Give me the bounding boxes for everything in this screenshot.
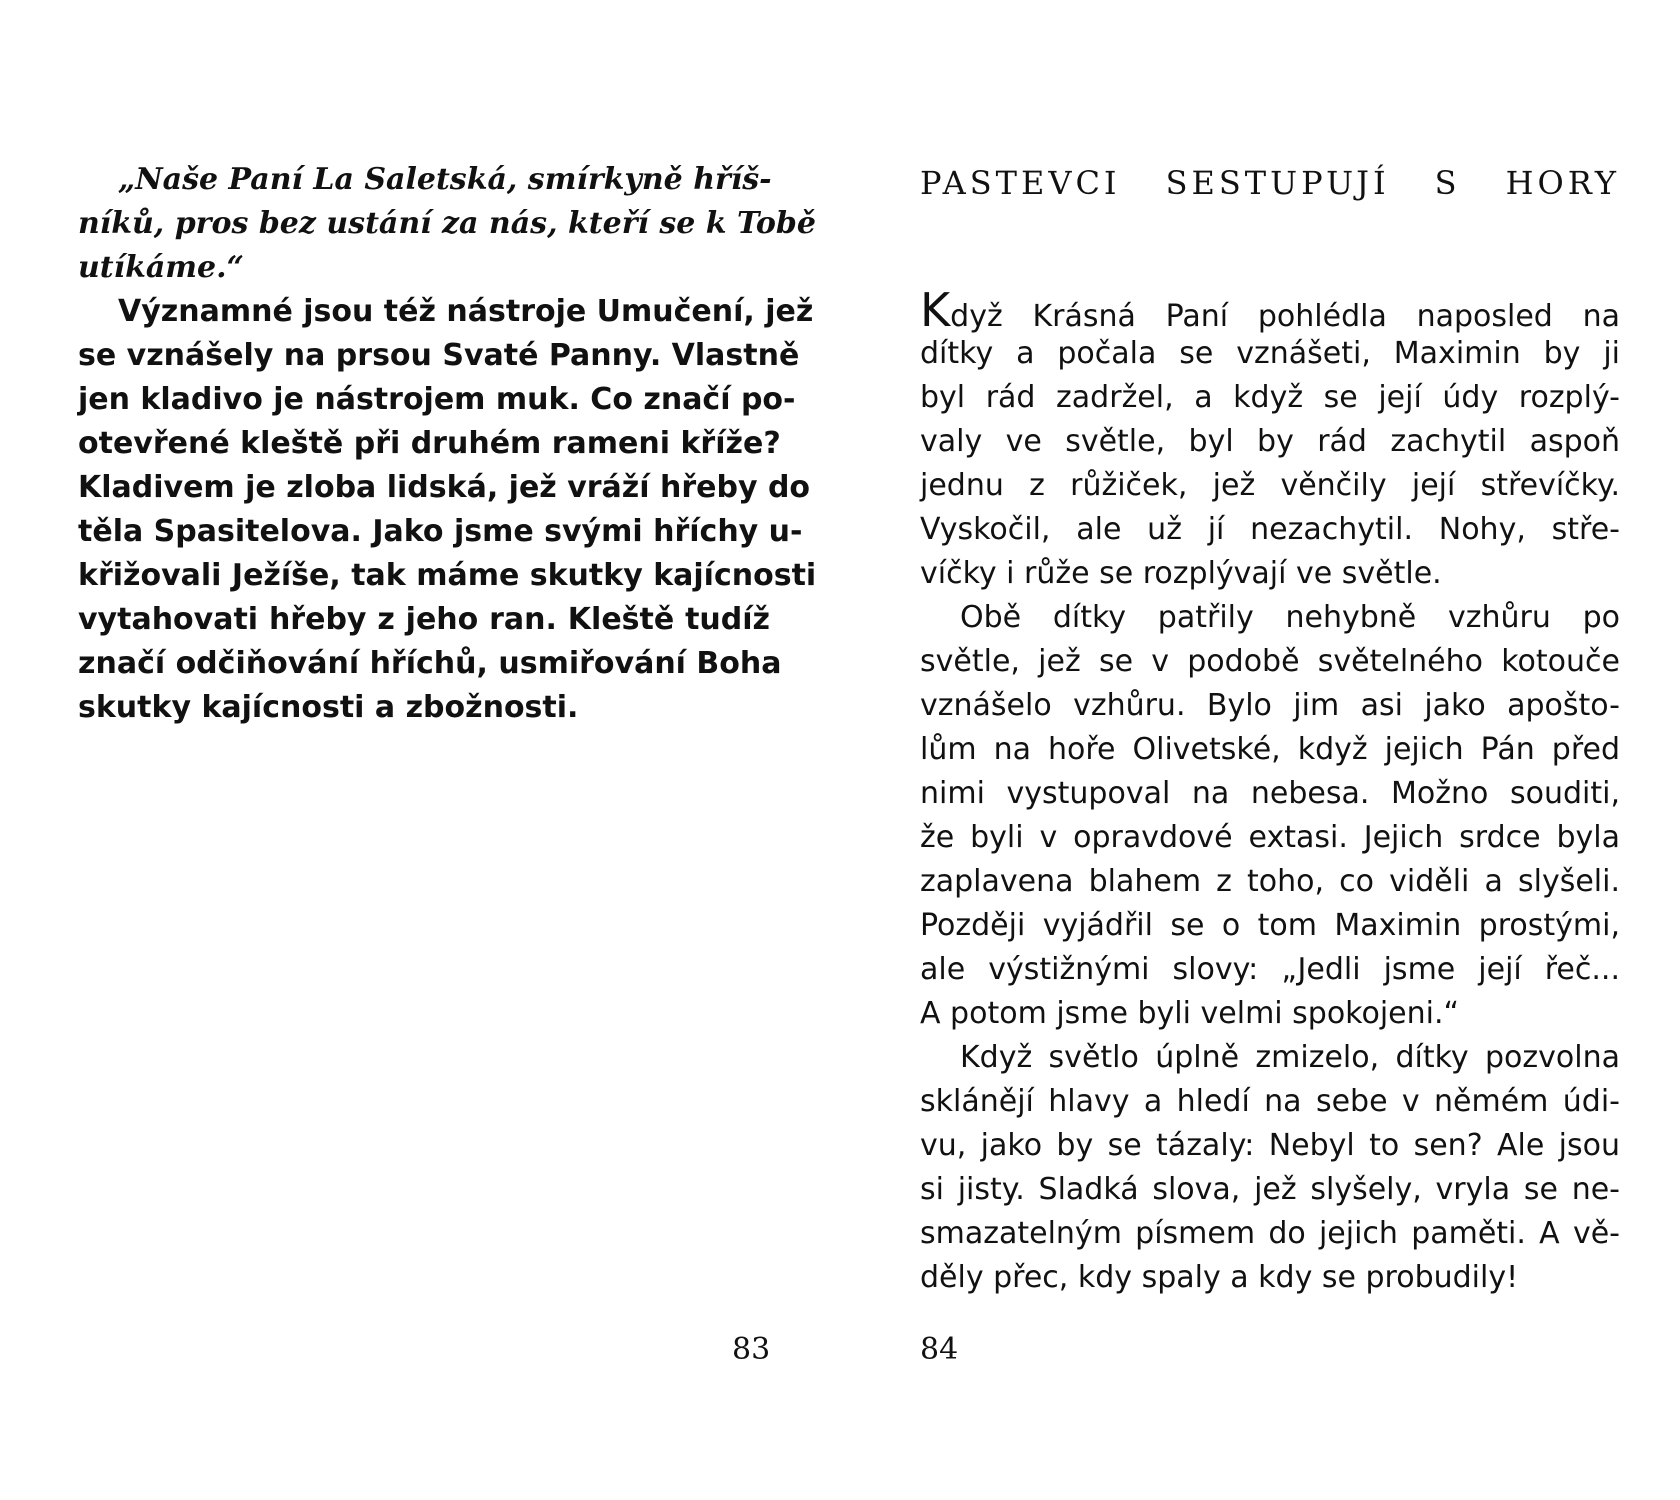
text-line: těla Spasitelova. Jako jsme svými hříchy u-: [78, 514, 803, 549]
text-line: smazatelným písmem do jejich paměti. A vě-: [920, 1216, 1620, 1251]
text-line: jednu z růžiček, jež věnčily její střevíčky.: [920, 468, 1620, 503]
text-line: otevřené kleště při druhém rameni kříže?: [78, 426, 781, 461]
right-paragraph-3: [920, 1036, 1620, 1300]
text-line: vznášelo vzhůru. Bylo jim asi jako apošto-: [920, 688, 1620, 723]
quote-line: utíkáme.“: [78, 250, 244, 285]
text-line: Vyskočil, ale už jí nezachytil. Nohy, stře-: [920, 512, 1620, 547]
text-line: světle, jež se v podobě světelného kotouče: [920, 644, 1620, 679]
text-line: že byli v opravdové extasi. Jejich srdce byla: [920, 820, 1620, 855]
page-number: 84: [920, 1332, 959, 1367]
prayer-quote: [78, 158, 816, 290]
quote-line: „Naše Paní La Saletská, smírkyně hříš-: [118, 162, 772, 197]
text-line: značí odčiňování hříchů, usmiřování Boha: [78, 646, 782, 681]
text-line: Významné jsou též nástroje Umučení, jež: [118, 294, 814, 329]
text-line: Kladivem je zloba lidská, jež vráží hřeby do: [78, 470, 811, 505]
right-paragraph-2: [920, 596, 1620, 1036]
text-line: sklánějí hlavy a hledí na sebe v němém údi-: [920, 1084, 1620, 1119]
text-line: nimi vystupoval na nebesa. Možno souditi,: [920, 776, 1620, 811]
left-paragraph: [78, 290, 817, 730]
text-line: byl rád zadržel, a když se její údy rozplý-: [920, 380, 1620, 415]
text-line: se vznášely na prsou Svaté Panny. Vlastně: [78, 338, 800, 373]
text-line: zaplavena blahem z toho, co viděli a slyšeli.: [920, 864, 1620, 899]
text-line: lům na hoře Olivetské, když jejich Pán před: [920, 732, 1620, 767]
page-number: 83: [732, 1332, 771, 1367]
text-line: skutky kajícnosti a zbožnosti.: [78, 690, 579, 725]
right-page: [840, 0, 1680, 1500]
text-line: Později vyjádřil se o tom Maximin prostými,: [920, 908, 1620, 943]
text-line: víčky i růže se rozplývají ve světle.: [920, 556, 1442, 591]
text-line: vu, jako by se tázaly: Nebyl to sen? Ale jsou: [920, 1128, 1620, 1163]
text-line: děly přec, kdy spaly a kdy se probudily!: [920, 1260, 1519, 1295]
text-line: jen kladivo je nástrojem muk. Co značí po-: [78, 382, 796, 417]
text-line: si jisty. Sladká slova, jež slyšely, vryla se ne-: [920, 1172, 1620, 1207]
text-line: Když světlo úplně zmizelo, dítky pozvolna: [960, 1040, 1620, 1075]
chapter-title: PASTEVCI SESTUPUJÍ S HORY: [920, 164, 1620, 202]
text-line: A potom jsme byli velmi spokojeni.“: [920, 996, 1460, 1031]
text-line: křižovali Ježíše, tak máme skutky kajícnosti: [78, 558, 817, 593]
quote-line: níků, pros bez ustání za nás, kteří se k Tobě: [78, 206, 816, 241]
drop-cap: K: [920, 283, 951, 337]
text-line: Obě dítky patřily nehybně vzhůru po: [960, 600, 1620, 635]
text-line: dítky a počala se vznášeti, Maximin by ji: [920, 336, 1620, 371]
text-line: [920, 283, 1620, 337]
text-line: ale výstižnými slovy: „Jedli jsme její řeč...: [920, 952, 1620, 987]
text-line: vytahovati hřeby z jeho ran. Kleště tudíž: [78, 602, 770, 637]
text-line-content: dyž Krásná Paní pohlédla naposled na: [950, 299, 1620, 334]
right-paragraph-1: [920, 283, 1620, 596]
text-line: valy ve světle, byl by rád zachytil aspoň: [920, 424, 1620, 459]
